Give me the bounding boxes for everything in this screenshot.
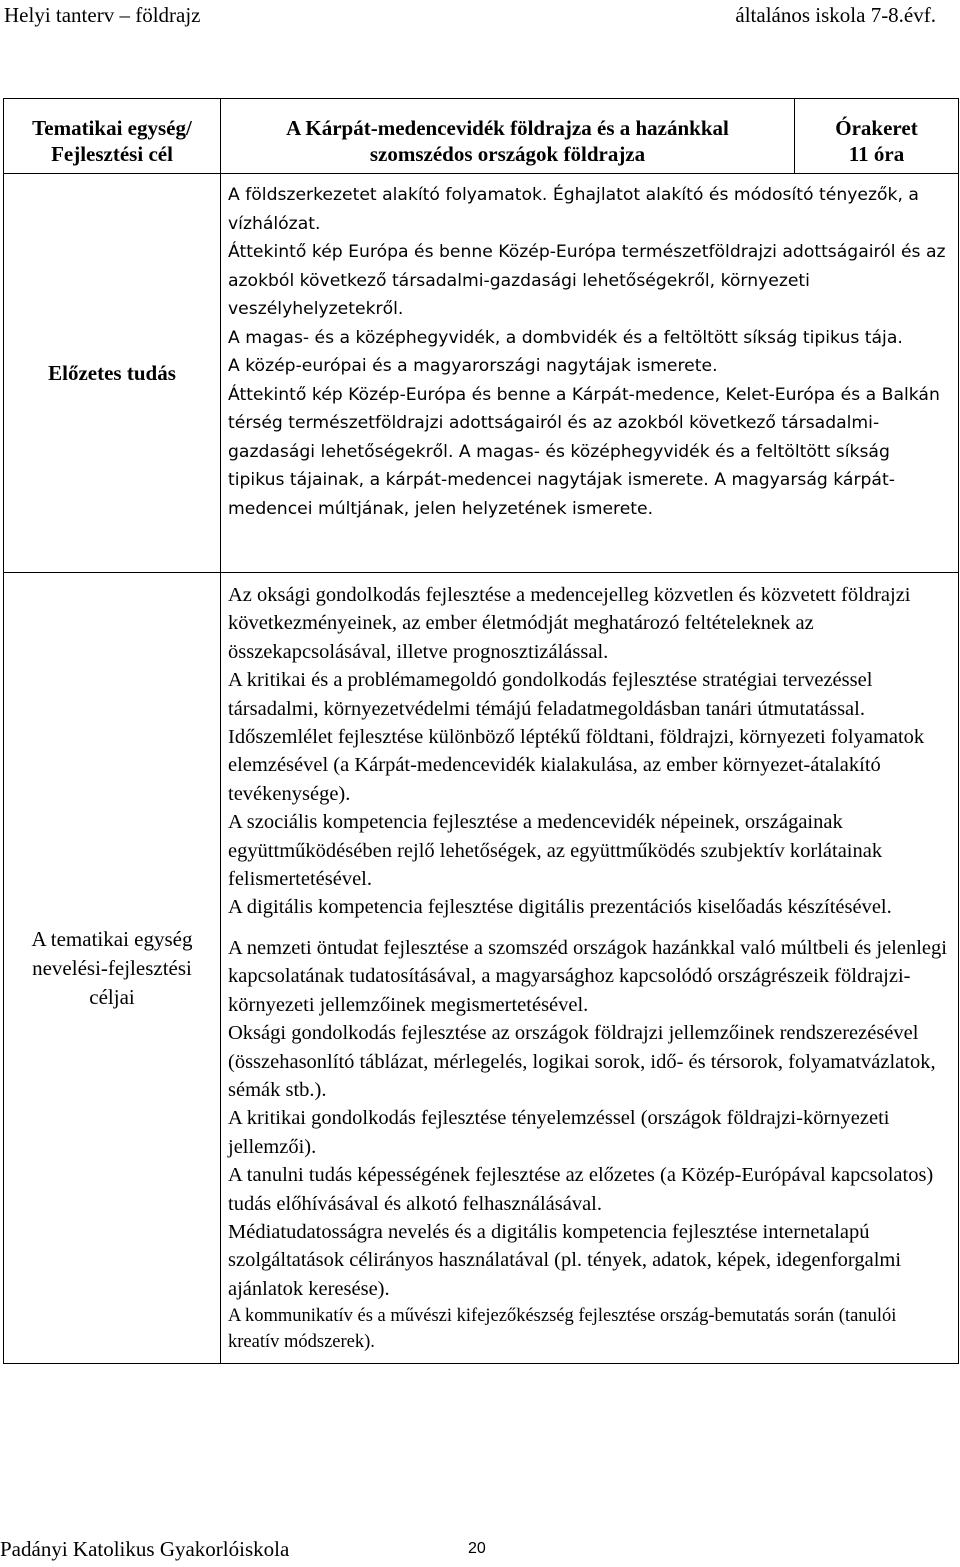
goal-paragraph: A szociális kompetencia fejlesztése a medencevidék népeinek, országainak együttműködésében rejlő lehetőségek, az együttműködés szubjektív korlátainak felismertetésével. — [228, 811, 883, 891]
goals-row — [4, 573, 959, 1364]
goals-label-line2: nevelési-fejlesztési — [32, 955, 192, 980]
prior-knowledge-paragraph: Áttekintő kép Közép-Európa és benne a Kárpát-medence, Kelet-Európa és a Balkán térség természetföldrajzi adottságairól és az azokból következő társadalmi-gazdasági lehetőségekről. A magas- és középhegyvidék és a feltöltött síkság tipikus tájainak, a kárpát-medencei nagytájak ismerete. A magyarság kárpát-medencei múltjának, jelen helyzetének ismerete. — [228, 384, 940, 519]
header-grade: általános iskola 7-8.évf. — [735, 3, 936, 27]
footer-school: Padányi Katolikus Gyakorlóiskola — [0, 1537, 290, 1561]
curriculum-table — [3, 98, 959, 1364]
goals-label-cell — [4, 573, 221, 1364]
unit-header-cell — [4, 99, 221, 174]
page-number: 20 — [468, 1540, 486, 1557]
goal-paragraph: A kommunikatív és a művészi kifejezőkészség fejlesztése ország-bemutatás során (tanulói kreatív módszerek). — [228, 1306, 897, 1353]
prior-knowledge-label: Előzetes tudás — [48, 360, 176, 385]
topic-title-cell — [221, 99, 795, 174]
goals-label-line1: A tematikai egység — [31, 926, 193, 951]
unit-header-line2: Fejlesztési cél — [51, 142, 173, 166]
unit-header-line1: Tematikai egység/ — [32, 116, 192, 140]
goal-paragraph: A nemzeti öntudat fejlesztése a szomszéd országok hazánkkal való múltbeli és jelenlegi kapcsolatának tudatosításával, a magyarsághoz kapcsolódó országrészeik földrajzi-környezeti jellemzőinek megismertetésével. — [228, 936, 947, 1016]
goal-paragraph: A digitális kompetencia fejlesztése digitális prezentációs kiselőadás készítésével. — [228, 896, 892, 919]
goals-content — [221, 573, 959, 1364]
goal-paragraph: Oksági gondolkodás fejlesztése az országok földrajzi jellemzőinek rendszerezésével (összehasonlító táblázat, mérlegelés, logikai sorok, idő- és térsorok, folyamatvázlatok, sémák stb.). — [228, 1022, 936, 1101]
goal-paragraph: A kritikai gondolkodás fejlesztése tényelemzéssel (országok földrajzi-környezeti jellemzői). — [228, 1107, 890, 1158]
goals-label-line3: céljai — [89, 984, 135, 1009]
hours-label: Órakeret — [835, 116, 918, 140]
prior-knowledge-paragraph: Áttekintő kép Európa és benne Közép-Európa természetföldrajzi adottságairól és az azokból következő társadalmi-gazdasági lehetőségekről, környezeti veszélyhelyzetekről. — [228, 242, 946, 319]
table-header-row — [4, 99, 959, 174]
header-title: Helyi tanterv – földrajz — [4, 3, 201, 27]
goal-paragraph: A tanulni tudás képességének fejlesztése az előzetes (a Közép-Európával kapcsolatos) tudás előhívásával és alkotó felhasználásával. — [228, 1164, 934, 1215]
goal-paragraph: Időszemlélet fejlesztése különböző léptékű földtani, földrajzi, környezeti folyamatok elemzésével (a Kárpát-medencevidék kialakulása, az ember környezet-átalakító tevékenysége). — [228, 726, 925, 805]
prior-knowledge-paragraph: A közép-európai és a magyarországi nagytájak ismerete. — [228, 356, 718, 376]
prior-knowledge-row — [4, 174, 959, 573]
prior-knowledge-content — [221, 174, 959, 573]
prior-knowledge-paragraph: A földszerkezetet alakító folyamatok. Éghajlatot alakító és módosító tényezők, a vízhálózat. — [228, 185, 919, 234]
goal-paragraph: A kritikai és a problémamegoldó gondolkodás fejlesztése stratégiai tervezéssel társadalmi, környezetvédelmi témájú feladatmegoldásban tanári útmutatással. — [228, 669, 873, 720]
hours-value: 11 óra — [848, 142, 905, 166]
prior-knowledge-paragraph: A magas- és a középhegyvidék, a dombvidék és a feltöltött síkság tipikus tája. — [228, 327, 903, 348]
topic-title-line1: A Kárpát-medencevidék földrajza és a hazánkkal — [286, 116, 729, 140]
prior-knowledge-label-cell — [4, 174, 221, 573]
topic-title-line2: szomszédos országok földrajza — [369, 142, 646, 166]
goal-paragraph: Médiatudatosságra nevelés és a digitális kompetencia fejlesztése internetalapú szolgáltatások célirányos használatával (pl. tények, adatok, képek, idegenforgalmi ajánlatok keresése). — [228, 1220, 902, 1300]
hours-cell — [795, 99, 959, 174]
goal-paragraph: Az oksági gondolkodás fejlesztése a medencejelleg közvetlen és közvetett földrajzi következményeinek, az ember életmódját meghatározó feltételeknek az összekapcsolásával, illetve prognosztizálással. — [228, 584, 911, 663]
